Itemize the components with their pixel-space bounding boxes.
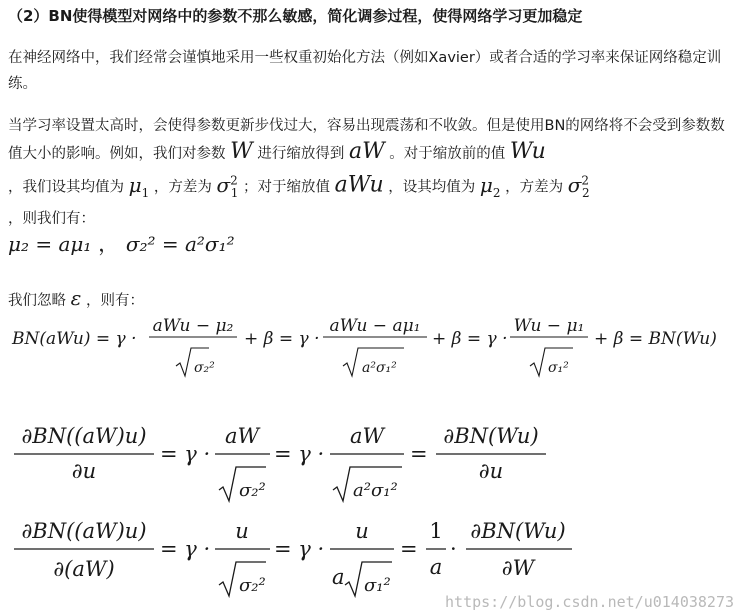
- eq2-num2: aWu − aμ₁: [329, 316, 421, 336]
- text-segment: ，设其均值为: [388, 179, 476, 196]
- eq2-den1: σ₂²: [194, 360, 215, 376]
- eq3-eq2: = γ ·: [274, 442, 325, 466]
- text-segment: ，我们设其均值为: [8, 179, 124, 196]
- text-segment: 当学习率设置太高时，会使得参数更新步伐过大，容易出现震荡和不收敛。但是使用BN的网络将不会受到参数数值大小的影响。例如，我们对参数: [8, 118, 725, 162]
- math-sigma2-squared: $\sigma^2_2$: [567, 172, 590, 200]
- eq4-den2: σ₁²: [364, 575, 391, 596]
- math-aW: aW: [348, 139, 385, 164]
- text-segment: 进行缩放得到: [257, 146, 345, 162]
- text-segment: ，方差为: [505, 179, 564, 196]
- eq4-eq1: = γ ·: [160, 537, 211, 561]
- eq-separator: ，: [98, 232, 120, 256]
- text-segment: 我们忽略: [8, 293, 66, 309]
- eq2-num1: aWu − μ₂: [152, 316, 234, 336]
- eq4-den-lhs: ∂(aW): [53, 557, 115, 581]
- eq2-tail: + β = BN(Wu): [594, 329, 717, 349]
- eq3-num-lhs: ∂BN((aW)u): [21, 424, 147, 448]
- text-segment: 。对于缩放前的值: [389, 146, 506, 162]
- eq2-bn-aWu: BN(aWu) = γ ·: [12, 329, 137, 349]
- eq3-den2: a²σ₁²: [353, 480, 398, 501]
- equation-gradient-u: [14, 424, 546, 501]
- eq3-eq3: =: [410, 442, 428, 466]
- eq3-den-lhs: ∂u: [71, 459, 97, 483]
- equation-bn-invariance: [11, 316, 717, 376]
- eq3-num1: aW: [224, 424, 260, 448]
- eq2-den2: a²σ₁²: [362, 360, 397, 376]
- eq3-den1: σ₂²: [239, 480, 266, 501]
- eq2-num3: Wu − μ₁: [513, 316, 585, 336]
- math-sigma1-squared: $\sigma^2_1$: [216, 172, 239, 200]
- eq3-den-rhs: ∂u: [478, 459, 504, 483]
- eq4-den2-a: a: [332, 565, 345, 589]
- eq2-den3: σ₁²: [548, 360, 569, 376]
- section-heading: （2）BN使得模型对网络中的参数不那么敏感，简化调参过程，使得网络学习更加稳定: [8, 7, 583, 25]
- eq4-den1: σ₂²: [239, 575, 266, 596]
- eq2-plus1: + β = γ ·: [244, 329, 320, 349]
- math-aWu: aWu: [334, 172, 384, 198]
- math-epsilon: ε: [70, 286, 82, 310]
- eq-variance: σ₂² = a²σ₁²: [125, 232, 235, 256]
- eq4-den-a: a: [429, 555, 443, 579]
- eq4-num-one: 1: [429, 519, 443, 543]
- eq4-dot: ·: [450, 537, 457, 561]
- watermark: https://blog.csdn.net/u014038273: [445, 593, 734, 611]
- eq4-num-lhs: ∂BN((aW)u): [21, 519, 147, 543]
- math-mu1: $\mu_1$: [128, 172, 150, 200]
- paragraph-intro: 在神经网络中，我们经常会谨慎地采用一些权重初始化方法（例如Xavier）或者合适的学习率来保证网络稳定训练。: [8, 50, 722, 92]
- math-Wu: Wu: [509, 139, 546, 164]
- eq3-num-rhs: ∂BN(Wu): [443, 424, 539, 448]
- math-W: W: [230, 139, 253, 164]
- text-segment: ，则我们有：: [8, 210, 95, 227]
- eq4-num1: u: [235, 519, 249, 543]
- math-mu2: $\mu_2$: [479, 172, 501, 200]
- eq2-plus2: + β = γ ·: [432, 329, 508, 349]
- text-segment: ，则有：: [85, 293, 144, 309]
- equation-gradient-aW: [14, 519, 572, 596]
- eq4-eq3: =: [400, 537, 418, 561]
- eq4-num-rhs: ∂BN(Wu): [470, 519, 566, 543]
- eq4-num2: u: [355, 519, 369, 543]
- eq-mean: μ₂ = aμ₁: [8, 232, 92, 256]
- text-segment: ；对于缩放值: [243, 179, 331, 196]
- text-segment: ，方差为: [153, 179, 212, 196]
- eq4-den-rhs: ∂W: [501, 556, 535, 580]
- eq3-eq1: = γ ·: [160, 442, 211, 466]
- eq3-num2: aW: [349, 424, 385, 448]
- eq4-eq2: = γ ·: [274, 537, 325, 561]
